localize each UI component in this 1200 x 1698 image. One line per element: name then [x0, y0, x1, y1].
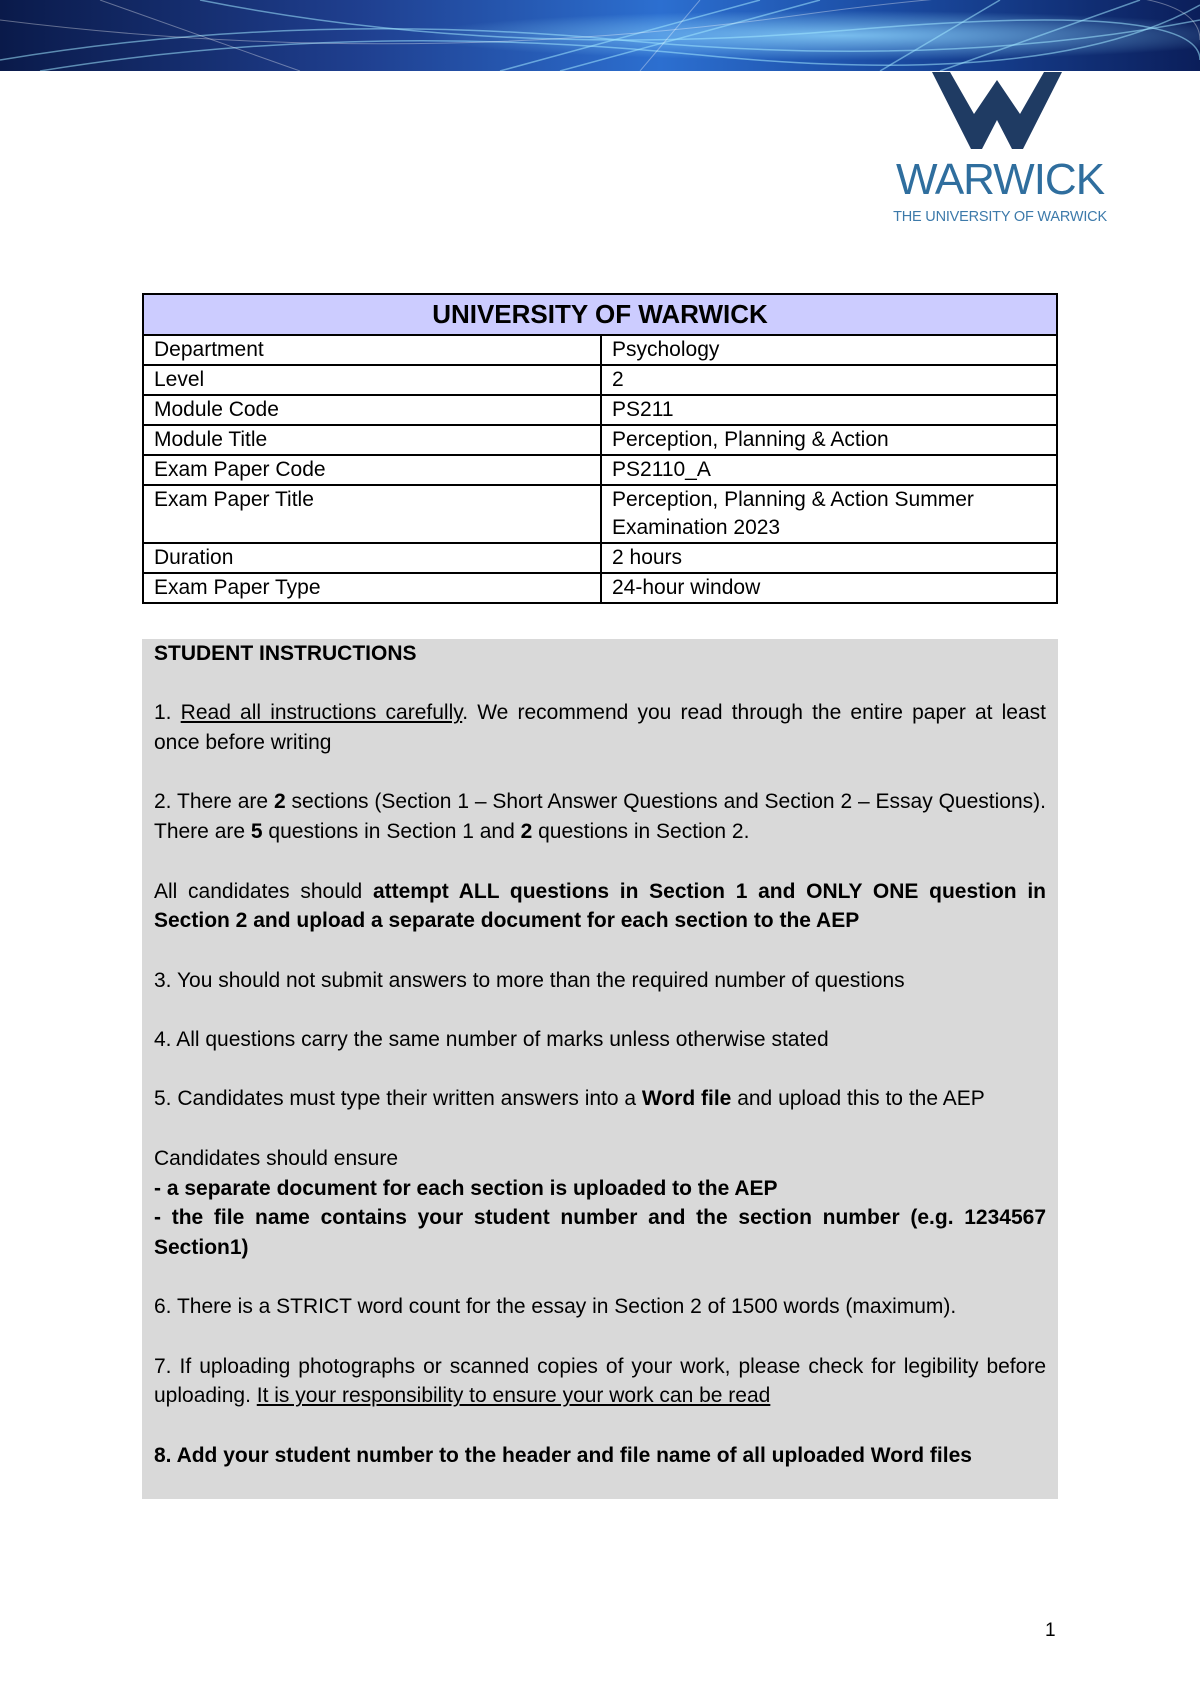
row-label-exam-paper-code: Exam Paper Code	[143, 455, 601, 485]
ensure-intro: Candidates should ensure	[154, 1146, 399, 1170]
instructions-heading: STUDENT INSTRUCTIONS	[154, 642, 417, 665]
instruction-8: 8. Add your student number to the header and file name of all uploaded Word files	[154, 1443, 972, 1467]
instruction-6: 6. There is a STRICT word count for the essay in Section 2 of 1500 words (maximum).	[154, 1295, 957, 1319]
instruction-7-underlined: It is your responsibility to ensure your work can be read	[256, 1384, 771, 1408]
ensure-line-2: - the file name contains your student number and the section number (e.g. 1234567 Section1)	[154, 1206, 1046, 1259]
instruction-2-text-g: questions in Section 2.	[532, 820, 750, 844]
warwick-logo	[880, 72, 1125, 232]
instruction-2-text-e: questions in Section 1 and	[262, 820, 521, 844]
instruction-5-text-a: 5. Candidates must type their written answers into a	[154, 1087, 642, 1111]
instruction-1-underlined: Read all instructions carefully	[180, 701, 463, 725]
row-value-module-code: PS211	[601, 395, 1057, 425]
row-label-level: Level	[143, 365, 601, 395]
instruction-1-number: 1.	[154, 701, 181, 725]
row-value-level: 2	[601, 365, 1057, 395]
instruction-all-candidates	[154, 877, 1046, 936]
ensure-line-1: - a separate document for each section is uploaded to the AEP	[154, 1176, 778, 1200]
table-row	[143, 395, 1057, 425]
instruction-2-count-s2: 2	[520, 820, 533, 844]
row-value-duration: 2 hours	[601, 543, 1057, 573]
table-row	[143, 573, 1057, 603]
table-row	[143, 335, 1057, 365]
row-label-department: Department	[143, 335, 601, 365]
student-instructions-box	[142, 639, 1058, 1499]
table-row	[143, 365, 1057, 395]
instruction-2	[154, 787, 1046, 846]
table-title: UNIVERSITY OF WARWICK	[143, 294, 1057, 335]
instruction-2-count-s1: 5	[250, 820, 263, 844]
row-value-department: Psychology	[601, 335, 1057, 365]
row-label-exam-paper-type: Exam Paper Type	[143, 573, 601, 603]
instruction-1-rest: . We recommend you read through the entire paper at least once before writing	[154, 701, 1046, 755]
instruction-ensure	[154, 1144, 1046, 1263]
row-label-module-code: Module Code	[143, 395, 601, 425]
header-banner	[0, 0, 1200, 71]
instruction-7-text: 7. If uploading photographs or scanned copies of your work, please check for legibility before uploading.	[154, 1354, 1046, 1408]
logo-wordmark: WARWICK	[895, 155, 1105, 204]
row-value-exam-paper-code: PS2110_A	[601, 455, 1057, 485]
table-row	[143, 455, 1057, 485]
all-candidates-text: All candidates should	[154, 879, 373, 903]
instruction-5	[154, 1084, 1046, 1114]
table-row	[143, 425, 1057, 455]
instruction-5-text-c: and upload this to the AEP	[731, 1087, 985, 1111]
page-number: 1	[1045, 1620, 1056, 1641]
row-value-module-title: Perception, Planning & Action	[601, 425, 1057, 455]
instruction-2-text-a: 2. There are	[154, 790, 274, 814]
instruction-7	[154, 1352, 1046, 1411]
row-label-exam-paper-title: Exam Paper Title	[143, 485, 601, 543]
instruction-2-count-sections: 2	[273, 790, 286, 814]
banner-graphic	[0, 0, 1200, 71]
row-label-module-title: Module Title	[143, 425, 601, 455]
all-candidates-bold: attempt ALL questions in Section 1 and ONLY ONE question in Section 2 and upload a separate document for each section to the AEP	[154, 879, 1046, 933]
table-header-row	[143, 294, 1057, 335]
table-row	[143, 543, 1057, 573]
row-value-exam-paper-title: Perception, Planning & Action Summer Examination 2023	[601, 485, 1057, 543]
table-row	[143, 485, 1057, 543]
row-label-duration: Duration	[143, 543, 601, 573]
instruction-1	[154, 698, 1046, 757]
instruction-4: 4. All questions carry the same number of marks unless otherwise stated	[154, 1028, 829, 1052]
instruction-3: 3. You should not submit answers to more than the required number of questions	[154, 968, 905, 992]
logo-subtitle: THE UNIVERSITY OF WARWICK	[893, 209, 1107, 225]
exam-info-table	[142, 293, 1058, 604]
row-value-exam-paper-type: 24-hour window	[601, 573, 1057, 603]
warwick-w-mark-icon	[932, 72, 1062, 152]
instruction-5-word-file: Word file	[641, 1087, 732, 1111]
instruction-2-text-c: sections (Section 1 – Short Answer Questions and Section 2 – Essay Questions). There are	[154, 790, 1046, 844]
